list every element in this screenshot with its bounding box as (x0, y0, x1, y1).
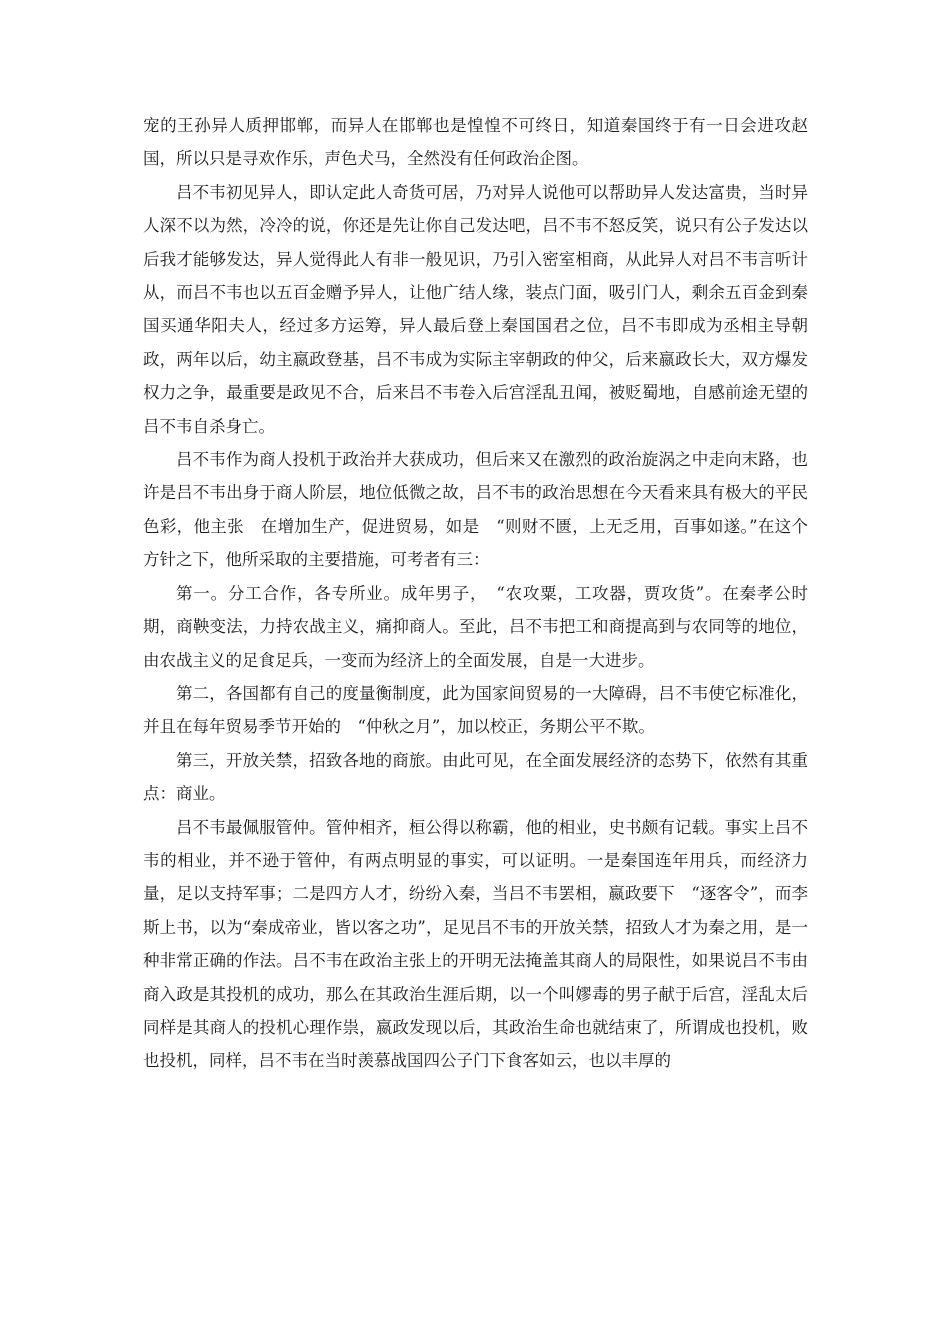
paragraph-3: 吕不韦作为商人投机于政治并大获成功，但后来又在激烈的政治旋涡之中走向末路，也许是吕不韦出身于商人阶层，地位低微之故，吕不韦的政治思想在今天看来具有极大的平民色彩，他主张 在增加生产，促进贸易，如是 “则财不匮，上无乏用，百事如遂。”在这个方针之下，他所采取的主要措施，可考者有三： (143, 450, 808, 570)
document-body (143, 109, 808, 1078)
paragraph-5: 第二，各国都有自己的度量衡制度，此为国家间贸易的一大障碍，吕不韦使它标准化，并且在每年贸易季节开始的 “仲秋之月”，加以校正，务期公平不欺。 (143, 683, 808, 737)
paragraph-2: 吕不韦初见异人，即认定此人奇货可居，乃对异人说他可以帮助异人发达富贵，当时异人深不以为然，冷冷的说，你还是先让你自己发达吧，吕不韦不怒反笑，说只有公子发达以后我才能够发达，异人觉得此人有非一般见识，乃引入密室相商，从此异人对吕不韦言听计从，而吕不韦也以五百金赠予异人，让他广结人缘，装点门面，吸引门人，剩余五百金到秦国买通华阳夫人，经过多方运筹，异人最后登上秦国国君之位，吕不韦即成为丞相主导朝政，两年以后，幼主嬴政登基，吕不韦成为实际主宰朝政的仲父，后来嬴政长大，双方爆发权力之争，最重要是政见不合，后来吕不韦卷入后宫淫乱丑闻，被贬蜀地，自感前途无望的吕不韦自杀身亡。 (143, 182, 808, 436)
paragraph-6: 第三，开放关禁，招致各地的商旅。由此可见，在全面发展经济的态势下，依然有其重点：商业。 (143, 750, 808, 804)
paragraph-7: 吕不韦最佩服管仲。管仲相齐，桓公得以称霸，他的相业，史书颇有记载。事实上吕不韦的相业，并不逊于管仲，有两点明显的事实，可以证明。一是秦国连年用兵，而经济力量，足以支持军事；二是四方人才，纷纷入秦，当吕不韦罢相，嬴政要下 “逐客令”，而李斯上书，以为“秦成帝业，皆以客之功”，足见吕不韦的开放关禁，招致人才为秦之用，是一种非常正确的作法。吕不韦在政治主张上的开明无法掩盖其商人的局限性，如果说吕不韦由商入政是其投机的成功，那么在其政治生涯后期，以一个叫嫪毒的男子献于后宫，淫乱太后同样是其商人的投机心理作祟，嬴政发现以后，其政治生命也就结束了，所谓成也投机，败也投机，同样，吕不韦在当时羡慕战国四公子门下食客如云，也以丰厚的 (143, 817, 808, 1071)
paragraph-4: 第一。分工合作，各专所业。成年男子， “农攻粟，工攻器，贾攻货”。在秦孝公时期，商鞅变法，力持农战主义，痛抑商人。至此，吕不韦把工和商提高到与农同等的地位，由农战主义的足食足兵，一变而为经济上的全面发展，自是一大进步。 (143, 583, 808, 670)
paragraph-1: 宠的王孙异人质押邯郸，而异人在邯郸也是惶惶不可终日，知道秦国终于有一日会进攻赵国，所以只是寻欢作乐，声色犬马，全然没有任何政治企图。 (143, 116, 808, 169)
